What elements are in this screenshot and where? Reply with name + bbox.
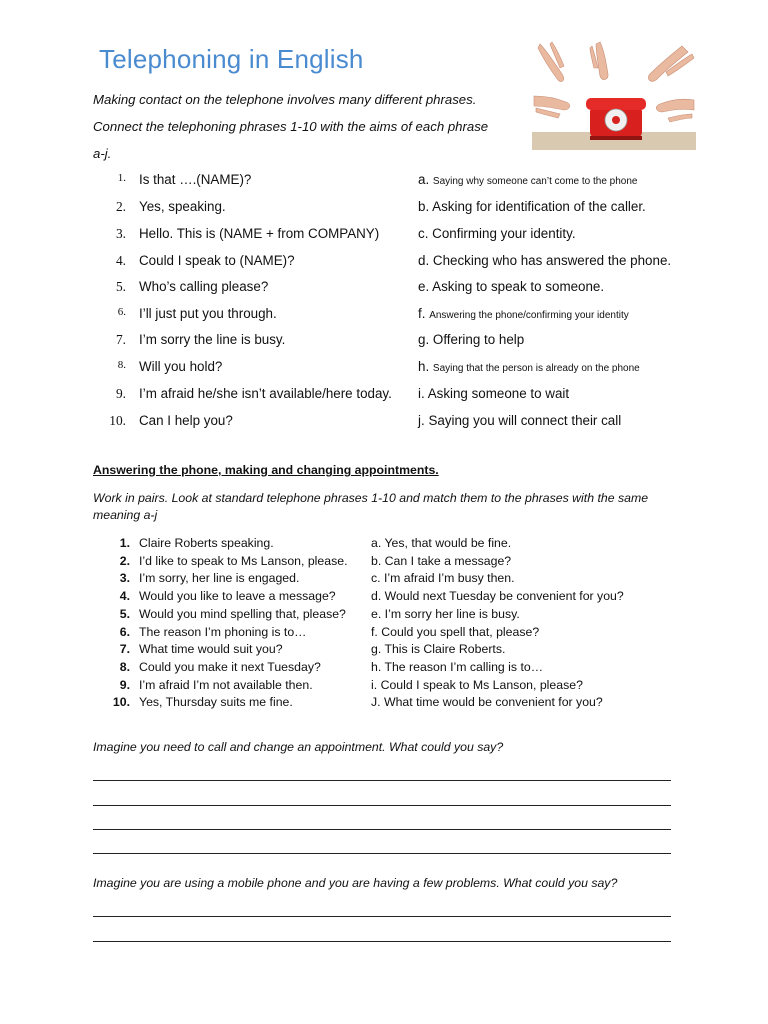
exercise-1-row xyxy=(0,172,768,198)
phrase-aim xyxy=(418,413,621,428)
aim-text: Asking to speak to someone. xyxy=(432,279,605,294)
phrase-aim xyxy=(418,199,646,214)
standard-phrase: I’d like to speak to Ms Lanson, please. xyxy=(139,553,348,568)
item-number: 10. xyxy=(112,695,130,710)
page-title: Telephoning in English xyxy=(99,44,364,74)
item-number: 7. xyxy=(115,332,126,347)
phrase-aim xyxy=(418,359,640,374)
aim-letter: h. xyxy=(418,359,430,374)
item-number: 2. xyxy=(119,553,130,568)
exercise-1-row xyxy=(0,332,768,358)
exercise-2-row xyxy=(0,695,768,713)
item-number: 3. xyxy=(115,226,126,241)
telephone-phrase: Yes, speaking. xyxy=(139,199,226,214)
aim-letter: f. xyxy=(418,306,426,321)
item-number: 5. xyxy=(115,279,126,294)
standard-phrase: Yes, Thursday suits me fine. xyxy=(139,695,293,710)
matching-phrase: b. Can I take a message? xyxy=(371,553,512,568)
standard-phrase: I’m sorry, her line is engaged. xyxy=(139,571,300,586)
aim-text: Saying that the person is already on the phone xyxy=(432,363,640,374)
standard-phrase: Would you mind spelling that, please? xyxy=(139,606,346,621)
aim-letter: i. xyxy=(418,386,425,401)
answer-line[interactable] xyxy=(93,941,671,942)
aim-text: Answering the phone/confirming your identity xyxy=(429,310,629,321)
telephone-phrase: I’ll just put you through. xyxy=(139,306,277,321)
question-mobile-problems: Imagine you are using a mobile phone and you are having a few problems. What could you say? xyxy=(93,876,618,890)
phrase-aim xyxy=(418,279,604,294)
phrase-aim xyxy=(418,386,569,401)
aim-text: Asking for identification of the caller. xyxy=(432,199,646,214)
item-number: 8. xyxy=(119,659,130,674)
aim-letter: e. xyxy=(418,279,430,294)
matching-phrase: a. Yes, that would be fine. xyxy=(371,536,512,550)
item-number: 7. xyxy=(119,642,130,657)
phrase-aim xyxy=(418,226,576,241)
answer-line[interactable] xyxy=(93,805,671,806)
matching-phrase: c. I’m afraid I’m busy then. xyxy=(371,571,515,586)
aim-text: Saying you will connect their call xyxy=(428,413,622,428)
telephone-phrase: Could I speak to (NAME)? xyxy=(139,253,295,268)
intro-line-2: Connect the telephoning phrases 1-10 with the aims of each phrase xyxy=(93,119,489,134)
aim-text: Confirming your identity. xyxy=(432,226,576,241)
telephone-phrase: Will you hold? xyxy=(139,359,223,374)
aim-letter: g. xyxy=(418,332,430,347)
item-number: 6. xyxy=(117,306,126,318)
item-number: 4. xyxy=(119,589,130,604)
item-number: 1. xyxy=(119,536,130,550)
aim-letter: c. xyxy=(418,226,429,241)
standard-phrase: What time would suit you? xyxy=(139,642,283,657)
standard-phrase: I’m afraid I’m not available then. xyxy=(139,677,313,692)
telephone-phrase: I’m afraid he/she isn’t available/here today. xyxy=(139,386,392,401)
aim-text: Saying why someone can’t come to the phone xyxy=(432,176,638,187)
exercise-2-row xyxy=(0,536,768,554)
exercise-1-row xyxy=(0,386,768,412)
aim-text: Checking who has answered the phone. xyxy=(432,253,672,268)
standard-phrase: Claire Roberts speaking. xyxy=(139,536,274,550)
aim-letter: b. xyxy=(418,199,430,214)
exercise-1-row xyxy=(0,226,768,252)
matching-phrase: d. Would next Tuesday be convenient for you? xyxy=(371,589,624,604)
exercise-1-row xyxy=(0,306,768,332)
telephone-phrase: Hello. This is (NAME + from COMPANY) xyxy=(139,226,380,241)
exercise-1-row xyxy=(0,253,768,279)
exercise-2-row xyxy=(0,660,768,678)
standard-phrase: Could you make it next Tuesday? xyxy=(139,659,321,674)
phrase-aim xyxy=(418,332,524,347)
telephone-phrase: I’m sorry the line is busy. xyxy=(139,332,286,347)
intro-line-1: Making contact on the telephone involves many different phrases. xyxy=(93,92,477,107)
matching-phrase: J. What time would be convenient for you? xyxy=(371,695,603,710)
item-number: 4. xyxy=(115,253,126,268)
item-number: 2. xyxy=(115,199,126,214)
exercise-2-row xyxy=(0,571,768,589)
telephone-phrase: Who’s calling please? xyxy=(139,279,269,294)
standard-phrase: Would you like to leave a message? xyxy=(139,589,336,604)
item-number: 8. xyxy=(117,359,126,371)
aim-letter: j. xyxy=(418,413,425,428)
telephone-hands-photo xyxy=(532,40,696,150)
aim-letter: d. xyxy=(418,253,430,268)
exercise-1-row xyxy=(0,279,768,305)
aim-letter: a. xyxy=(418,172,430,187)
exercise-2-row xyxy=(0,607,768,625)
item-number: 9. xyxy=(115,386,126,401)
matching-phrase: i. Could I speak to Ms Lanson, please? xyxy=(371,677,583,692)
item-number: 6. xyxy=(119,624,130,639)
item-number: 10. xyxy=(109,413,126,428)
question-change-appointment: Imagine you need to call and change an appointment. What could you say? xyxy=(93,740,504,754)
phrase-aim xyxy=(418,306,629,321)
answer-line[interactable] xyxy=(93,916,671,917)
matching-phrase: g. This is Claire Roberts. xyxy=(371,642,506,657)
exercise-2-row xyxy=(0,642,768,660)
exercise-2-row xyxy=(0,589,768,607)
telephone-phrase: Can I help you? xyxy=(139,413,233,428)
aim-text: Asking someone to wait xyxy=(427,386,570,401)
matching-phrase: f. Could you spell that, please? xyxy=(371,624,540,639)
answer-line[interactable] xyxy=(93,853,671,854)
item-number: 3. xyxy=(119,571,130,586)
telephone-phrase: Is that ….(NAME)? xyxy=(139,172,252,187)
exercise-1-row xyxy=(0,359,768,385)
exercise-1-row xyxy=(0,413,768,439)
exercise-2-row xyxy=(0,554,768,572)
item-number: 9. xyxy=(119,677,130,692)
intro-line-3: a-j. xyxy=(93,146,112,161)
exercise-2-row xyxy=(0,625,768,643)
item-number: 5. xyxy=(119,606,130,621)
exercise-2-row xyxy=(0,678,768,696)
item-number: 1. xyxy=(117,172,126,184)
answer-line[interactable] xyxy=(93,829,671,830)
answer-line[interactable] xyxy=(93,780,671,781)
standard-phrase: The reason I’m phoning is to… xyxy=(139,624,307,639)
section-instruction: Work in pairs. Look at standard telephone phrases 1-10 and match them to the phrases with the same meaning a-j xyxy=(93,491,649,522)
exercise-1-row xyxy=(0,199,768,225)
phrase-aim xyxy=(418,253,671,268)
aim-text: Offering to help xyxy=(432,332,525,347)
matching-phrase: h. The reason I’m calling is to… xyxy=(371,659,544,674)
matching-phrase: e. I’m sorry her line is busy. xyxy=(371,606,520,621)
section-heading: Answering the phone, making and changing appointments. xyxy=(93,463,439,477)
phrase-aim xyxy=(418,172,637,187)
